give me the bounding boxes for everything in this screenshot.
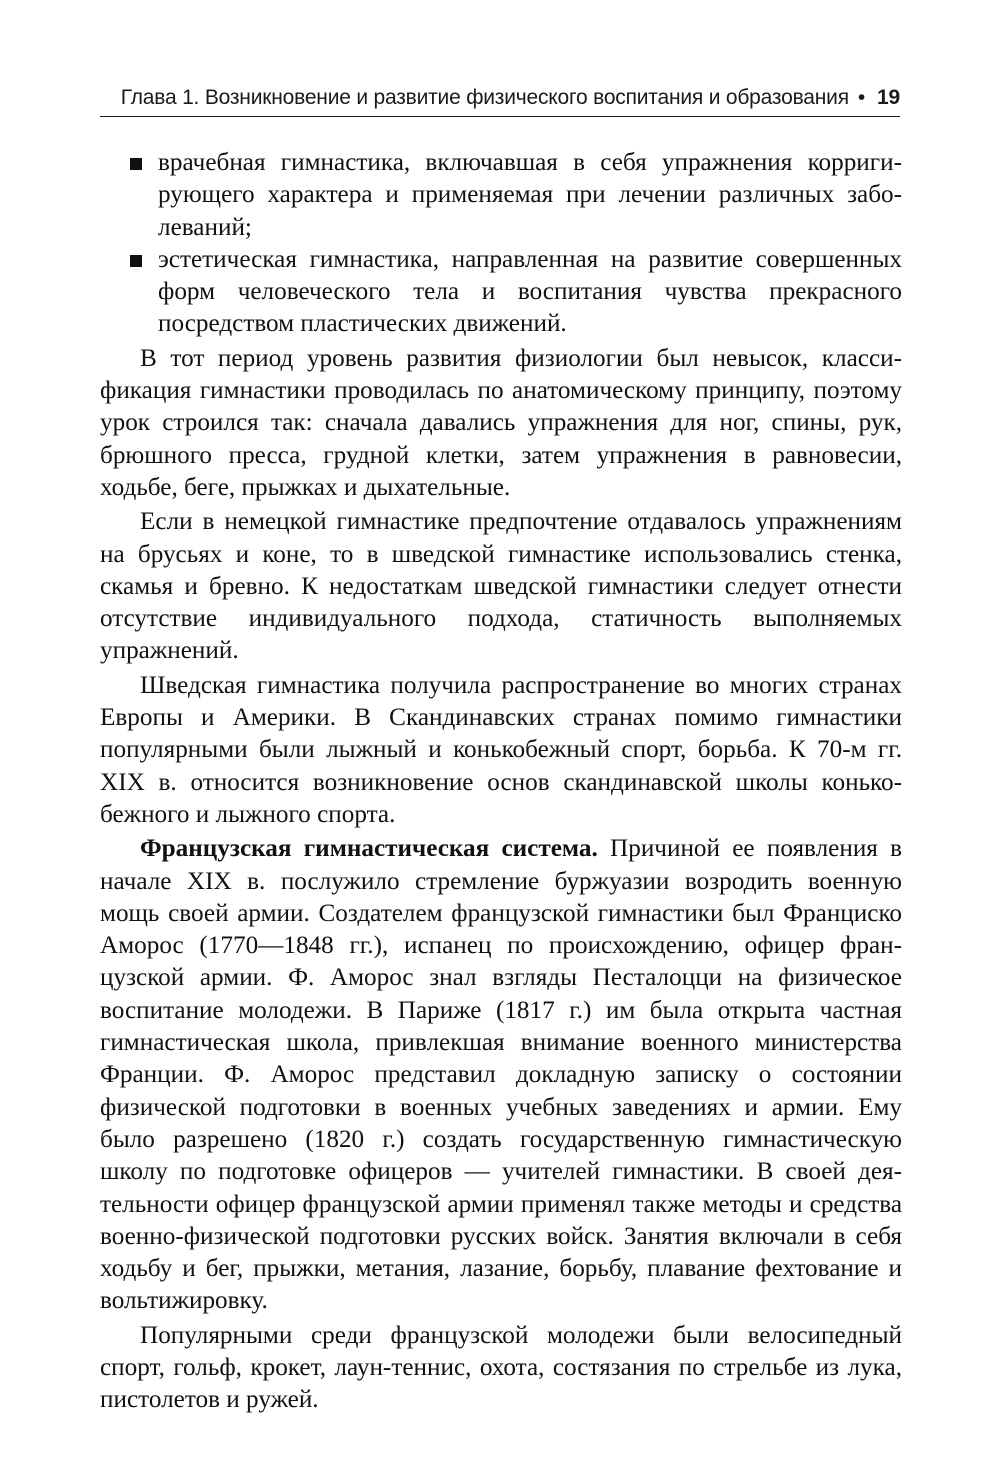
bullet-list — [100, 147, 902, 341]
paragraph-text: Шведская гимнастика получила распространение во многих странах Европы и Америки. В Скандинавских странах помимо гимнастики популярными были лыжный и конькобежный спорт, борьба. К 70-м гг. XIX в. относится возникновение основ скандинавской школы конькобежного и лыжного спорта. — [100, 671, 902, 828]
paragraph-text: В тот период уровень развития физиологии был невысок, классификация гимнастики проводилась по анатомическому принципу, поэтому урок строился так: сначала давались упражнения для ног, спины, рук, брюшного пресса, грудной клетки, затем упражнения в равновесии, ходьбе, беге, прыжках и дыхательные. — [100, 344, 902, 501]
bullet-item — [100, 244, 902, 341]
page-number: 19 — [877, 86, 900, 109]
header-separator: • — [857, 86, 866, 109]
paragraph — [100, 343, 902, 504]
paragraph-text: Популярными среди французской молодежи были велосипедный спорт, гольф, крокет, лаун-теннис, охота, состязания по стрельбе из лука, пистолетов и ружей. — [100, 1321, 902, 1414]
bullet-text: врачебная гимнастика, включавшая в себя упражнения корригирующего характера и применяемая при лечении различных заболеваний; — [158, 149, 902, 241]
paragraph — [100, 833, 902, 1317]
bullet-item — [100, 147, 902, 244]
body-text — [100, 147, 902, 1417]
chapter-title: Глава 1. Возникновение и развитие физического воспитания и образования — [120, 86, 849, 109]
paragraph — [100, 506, 902, 667]
paragraph-text: Причиной ее появления в начале XIX в. послужило стремление буржуазии возродить военную мощь своей армии. Создателем французской гимнастики был Франциско Аморос (1770—1848 гг.), испанец по происхождению, офицер французской армии. Ф. Аморос знал взгляды Песталоцци на физическое воспитание молодежи. В Париже (1817 г.) им была открыта частная гимнастическая школа, привлекшая внимание военного министерства Франции. Ф. Аморос представил докладную записку о состоянии физической подготовки в военных учебных заведениях и армии. Ему было разрешено (1820 г.) создать государственную гимнастическую школу по подготовке офицеров — учителей гимнастики. В своей деятельности офицер французской армии применял также методы и средства военно-физической подготовки русских войск. Занятия включали в себя ходьбу и бег, прыжки, метания, лазание, борьбу, плавание фехтование и вольтижировку. — [100, 835, 903, 1315]
section-heading: Французская гимнастическая система. — [140, 835, 598, 863]
running-header — [100, 86, 900, 117]
paragraph-text: Если в немецкой гимнастике предпочтение отдавалось упражнениям на брусьях и коне, то в шведской гимнастике использовались стенка, скамья и бревно. К недостаткам шведской гимнастики следует отнести отсутствие индивидуального подхода, статичность выполняемых упражнений. — [100, 508, 902, 665]
square-bullet-icon — [130, 255, 142, 267]
square-bullet-icon — [130, 158, 142, 170]
paragraph — [100, 1320, 902, 1417]
paragraph — [100, 670, 902, 831]
bullet-text: эстетическая гимнастика, направленная на развитие совершенных форм человеческого тела и воспитания чувства прекрасного посредством пластических движений. — [158, 245, 902, 338]
